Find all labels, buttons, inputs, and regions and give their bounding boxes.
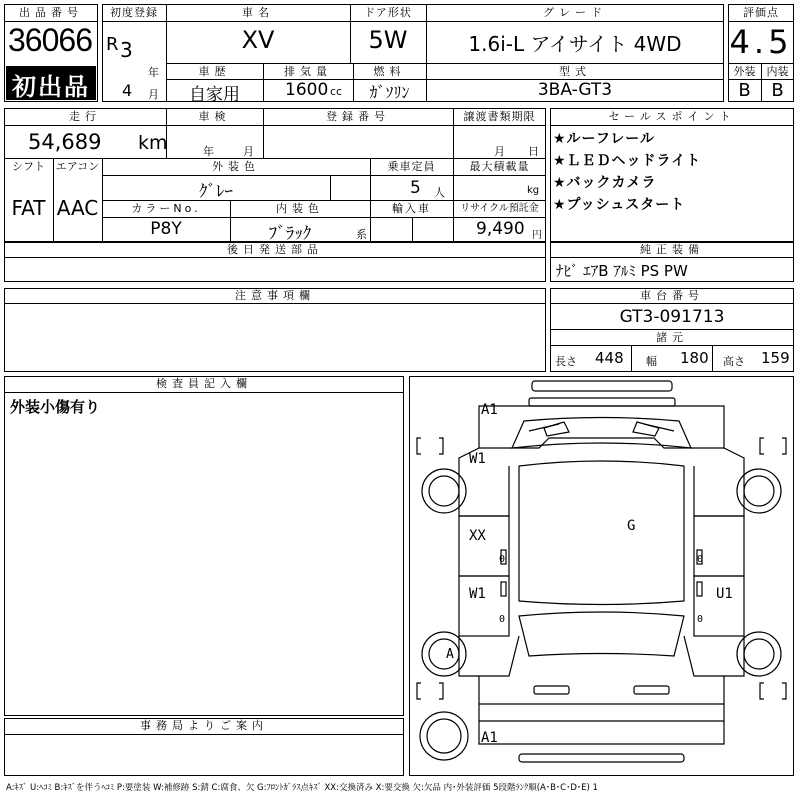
yen-unit: 円 bbox=[532, 230, 542, 241]
recycle-deposit-label: リサイクル預託金 bbox=[460, 203, 539, 214]
genuine-equipment: ﾅﾋﾞ ｴｱB ｱﾙﾐ PS PW bbox=[556, 262, 688, 280]
model-code-label: 型式 bbox=[559, 65, 591, 78]
specs-label: 諸元 bbox=[656, 331, 688, 344]
score-label: 評価点 bbox=[743, 6, 779, 19]
transfer-docs-label: 譲渡書類期限 bbox=[463, 110, 536, 123]
person-unit: 人 bbox=[434, 186, 445, 199]
import-label: 輸入車 bbox=[392, 202, 431, 215]
shift: FAT bbox=[11, 196, 46, 220]
history: 自家用 bbox=[189, 85, 240, 105]
capacity: 5 bbox=[410, 178, 421, 198]
lot-number: 36066 bbox=[8, 22, 92, 58]
first-registration-label: 初度登録 bbox=[110, 6, 158, 19]
aircon: AAC bbox=[56, 196, 99, 220]
height-label: 高さ bbox=[723, 355, 745, 368]
interior-color: ﾌﾞﾗｯｸ bbox=[268, 224, 312, 244]
notes-label: 注意事項欄 bbox=[235, 289, 315, 302]
damage-mark-left-rear-wheel: A bbox=[446, 647, 454, 662]
aircon-label: エアコン bbox=[55, 160, 100, 173]
model-name: XV bbox=[241, 26, 275, 54]
color-no-label: カラーNo. bbox=[131, 202, 201, 215]
interior-label: 内装 bbox=[766, 65, 789, 78]
first-reg-year: 3 bbox=[120, 38, 133, 62]
chassis-number-label: 車台番号 bbox=[640, 289, 704, 302]
interior-score: B bbox=[771, 80, 784, 101]
displacement-label: 排気量 bbox=[284, 65, 332, 78]
interior-color-label: 内装色 bbox=[276, 202, 324, 215]
year-unit: 年 bbox=[148, 66, 159, 79]
office-notes-label: 事務局よりご案内 bbox=[140, 719, 268, 732]
km-unit: km bbox=[138, 132, 168, 154]
damage-mark-rear: A1 bbox=[481, 730, 498, 746]
door-type: 5W bbox=[368, 26, 408, 54]
grade: 1.6i-L アイサイト 4WD bbox=[468, 32, 682, 56]
length-label: 長さ bbox=[555, 355, 577, 368]
door-type-label: ドア形状 bbox=[364, 6, 412, 19]
damage-mark-front: A1 bbox=[481, 402, 498, 418]
kg-unit: kg bbox=[527, 185, 540, 196]
legend: A:ｷｽﾞ U:ﾍｺﾐ B:ｷｽﾞを伴うﾍｺﾐ P:要塗装 W:補修跡 S:錆 C:腐食、欠 G:ﾌﾛﾝﾄｶﾞﾗｽ点ｷｽﾞ XX:交換済み X:要交換 欠:欠品 内･外装評価 5段階ﾗﾝｸ順(A･B･C･D･E) 1 bbox=[6, 783, 598, 793]
month-unit: 月 bbox=[148, 88, 159, 101]
damage-mark-left-front-fender: W1 bbox=[469, 451, 486, 467]
damage-mark-right-rear-door: U1 bbox=[716, 586, 733, 602]
sales-point: ★プッシュスタート bbox=[553, 197, 686, 213]
lot-number-label: 出品番号 bbox=[19, 6, 83, 19]
first-reg-month: 4 bbox=[122, 81, 133, 100]
width: 180 bbox=[680, 349, 709, 367]
cc-unit: cc bbox=[330, 85, 343, 98]
exterior-score: B bbox=[738, 80, 751, 101]
length: 448 bbox=[595, 349, 624, 367]
inspection-label: 車検 bbox=[198, 110, 231, 123]
damage-mark-zero: 0 bbox=[499, 614, 506, 625]
recycle-deposit: 9,490 bbox=[476, 219, 525, 239]
sales-point: ★ルーフレール bbox=[553, 131, 656, 147]
sales-points-label: セールスポイント bbox=[608, 110, 736, 123]
first-listing-badge bbox=[6, 66, 96, 100]
model-name-label: 車名 bbox=[242, 6, 274, 19]
car-diagram bbox=[409, 376, 794, 776]
transfer-day: 日 bbox=[528, 145, 539, 158]
mileage-label: 走行 bbox=[69, 110, 101, 123]
inspector-notes-box bbox=[4, 376, 404, 716]
height: 159 bbox=[761, 349, 790, 367]
grade-label: グレード bbox=[543, 6, 607, 19]
registration-number-label: 登録番号 bbox=[326, 110, 390, 123]
width-label: 幅 bbox=[646, 355, 657, 368]
model-code: 3BA-GT3 bbox=[537, 80, 613, 100]
inspection-year-unit: 年 bbox=[203, 145, 214, 158]
chassis-number: GT3-091713 bbox=[619, 307, 725, 327]
inspection-month-unit: 月 bbox=[243, 145, 254, 158]
score: 4.5 bbox=[729, 23, 793, 61]
damage-mark-zero: 0 bbox=[499, 554, 506, 565]
capacity-label: 乗車定員 bbox=[387, 160, 436, 173]
sales-point: ★バックカメラ bbox=[553, 175, 657, 191]
exterior-color: ｸﾞﾚｰ bbox=[199, 182, 233, 202]
mileage: 54,689 bbox=[28, 130, 102, 154]
car-diagram-box bbox=[409, 376, 794, 776]
series-unit: 系 bbox=[356, 228, 367, 241]
damage-mark-left-front-door: XX bbox=[469, 528, 486, 544]
damage-mark-zero: 0 bbox=[697, 614, 704, 625]
damage-mark-roof: G bbox=[627, 518, 636, 534]
exterior-color-label: 外装色 bbox=[212, 160, 260, 173]
first-listing-badge-text: 初出品 bbox=[12, 73, 90, 101]
transfer-month: 月 bbox=[494, 145, 505, 158]
later-parts-label: 後日発送部品 bbox=[227, 243, 323, 256]
max-load-label: 最大積載量 bbox=[469, 160, 530, 173]
inspector-comment: 外装小傷有り bbox=[10, 398, 101, 416]
sales-point: ★ＬＥＤヘッドライト bbox=[553, 153, 702, 169]
displacement: 1600 bbox=[285, 80, 329, 100]
fuel-label: 燃料 bbox=[373, 65, 406, 78]
era-prefix: R bbox=[106, 34, 119, 55]
damage-mark-zero: 0 bbox=[697, 554, 704, 565]
color-no: P8Y bbox=[150, 219, 182, 239]
history-label: 車歴 bbox=[198, 65, 231, 78]
damage-mark-left-rear-door: W1 bbox=[469, 586, 486, 602]
fuel: ｶﾞｿﾘﾝ bbox=[369, 83, 410, 102]
inspector-notes-label: 検査員記入欄 bbox=[156, 377, 252, 390]
genuine-equipment-label: 純正装備 bbox=[640, 243, 704, 256]
exterior-label: 外装 bbox=[733, 65, 756, 78]
shift-label: シフト bbox=[12, 160, 45, 173]
